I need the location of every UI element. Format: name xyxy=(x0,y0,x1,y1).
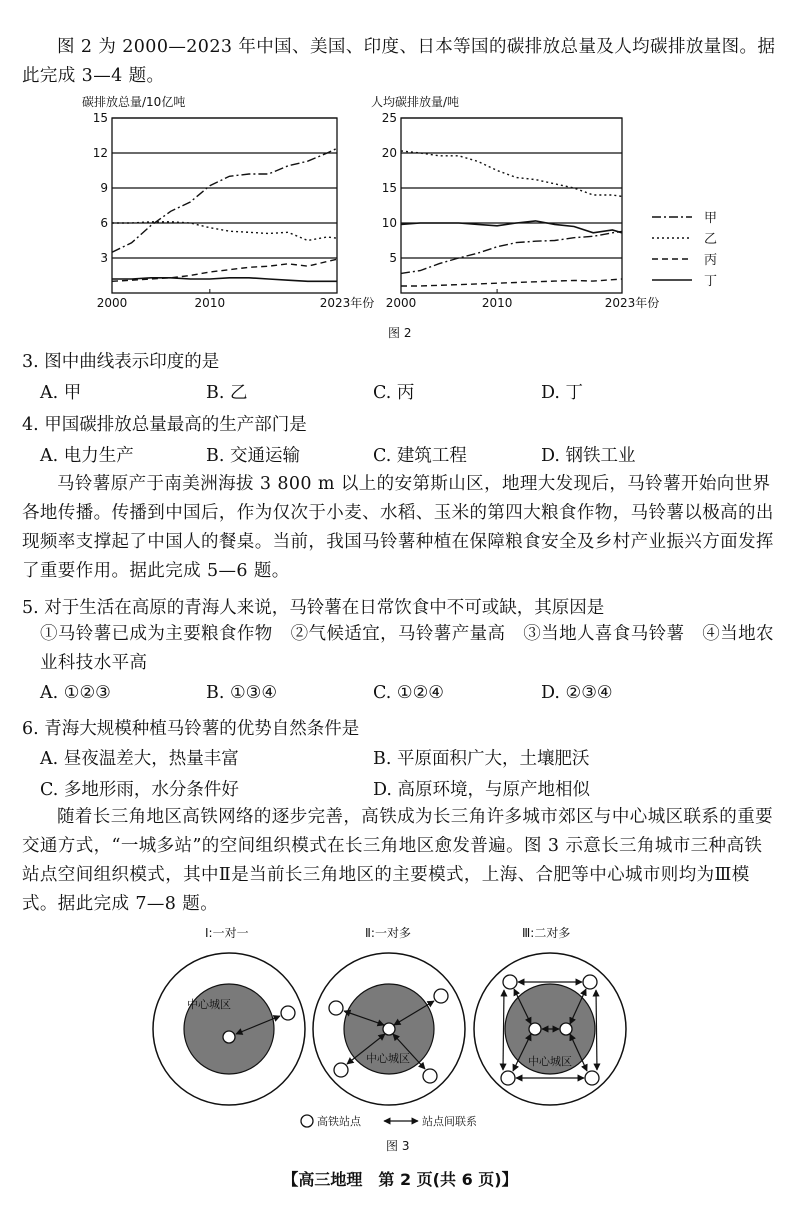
page-footer: 【高三地理 第 2 页(共 6 页)】 xyxy=(282,1170,518,1189)
potato-passage: 马铃薯原产于南美洲海拔 3 800 m 以上的安第斯山区，地理大发现后，马铃薯开始向世界各地传播。传播到中国后，作为仅次于小麦、水稻、玉米的第四大粮食作物，马铃薯以极高的出现频率支撑起了中国人的餐桌。当前，我国马铃薯种植在保障粮食安全及乡村产业振兴方面发挥了重要作用。据此完成 5—6 题。 xyxy=(22,474,774,581)
legend-station-icon xyxy=(301,1115,313,1127)
x-tick-label: 2010 xyxy=(481,296,513,310)
q5-option-d: D. ②③④ xyxy=(541,683,613,703)
station xyxy=(529,1023,541,1035)
center-label: 中心城区 xyxy=(187,998,231,1011)
panel-1-diagram xyxy=(153,953,305,1105)
center-label: 中心城区 xyxy=(528,1055,572,1068)
x-tick-label: 2023年份 xyxy=(604,296,660,310)
figure-3-caption: 图 3 xyxy=(386,1139,410,1153)
legend-label-丙: 丙 xyxy=(704,253,718,268)
q6-option-a: A. 昼夜温差大，热量丰富 xyxy=(40,749,239,769)
station xyxy=(383,1023,395,1035)
question-4-stem: 4. 甲国碳排放总量最高的生产部门是 xyxy=(22,415,307,435)
y-tick-label: 25 xyxy=(381,111,397,125)
q5-statements: ①马铃薯已成为主要粮食作物 ②气候适宜，马铃薯产量高 ③当地人喜食马铃薯 ④当地农业科技水平高 xyxy=(40,624,774,673)
station xyxy=(223,1031,235,1043)
figure-2 xyxy=(0,93,800,343)
x-tick-label: 2023年份 xyxy=(319,296,375,310)
q3-option-a: A. 甲 xyxy=(40,383,82,403)
y-tick-label: 15 xyxy=(381,181,397,195)
intro-paragraph: 图 2 为 2000—2023 年中国、美国、印度、日本等国的碳排放总量及人均碳排放量图。据此完成 3—4 题。 xyxy=(22,37,776,86)
series-line-甲 xyxy=(112,148,337,252)
y-tick-label: 9 xyxy=(100,181,108,195)
station xyxy=(423,1069,437,1083)
q5-option-b: B. ①③④ xyxy=(206,683,278,703)
series-line-乙 xyxy=(112,222,337,241)
legend-station-label: 高铁站点 xyxy=(317,1115,361,1128)
chart-total-emissions xyxy=(82,94,374,310)
plot-frame xyxy=(401,118,622,293)
panel-2-title: Ⅱ:一对多 xyxy=(365,926,411,940)
y-tick-label: 6 xyxy=(100,216,108,230)
figure-3-diagram xyxy=(0,938,800,1138)
q3-option-c: C. 丙 xyxy=(373,383,415,403)
q5-option-a: A. ①②③ xyxy=(40,683,111,703)
rail-passage: 随着长三角地区高铁网络的逐步完善，高铁成为长三角许多城市郊区与中心城区联系的重要交通方式，“一城多站”的空间组织模式在长三角地区愈发普遍。图 3 示意长三角城市三种高铁站点空间组织模式，其中Ⅱ是当前长三角地区的主要模式，上海、合肥等中心城市则均为Ⅲ模式。据此完成 7—8 题。 xyxy=(22,807,773,914)
station xyxy=(281,1006,295,1020)
y-axis-label: 碳排放总量/10亿吨 xyxy=(82,95,186,109)
y-tick-label: 15 xyxy=(92,111,108,125)
station xyxy=(585,1071,599,1085)
x-tick-label: 2000 xyxy=(385,296,417,310)
question-5-stem: 5. 对于生活在高原的青海人来说，马铃薯在日常饮食中不可或缺，其原因是 xyxy=(22,598,605,618)
y-tick-label: 10 xyxy=(381,216,397,230)
panel-3-diagram xyxy=(474,953,626,1105)
series-line-丙 xyxy=(401,279,622,286)
question-3-stem: 3. 图中曲线表示印度的是 xyxy=(22,352,220,372)
panel-1-title: Ⅰ:一对一 xyxy=(205,926,249,940)
station xyxy=(329,1001,343,1015)
x-tick-label: 2010 xyxy=(194,296,226,310)
figure-2-caption: 图 2 xyxy=(388,326,412,340)
legend-label-乙: 乙 xyxy=(704,232,718,247)
chart-legend xyxy=(652,211,717,289)
station xyxy=(503,975,517,989)
panel-3-title: Ⅲ:二对多 xyxy=(522,926,571,940)
q5-option-c: C. ①②④ xyxy=(373,683,444,703)
series-line-乙 xyxy=(401,151,622,197)
q4-option-b: B. 交通运输 xyxy=(206,446,300,466)
q3-option-b: B. 乙 xyxy=(206,383,248,403)
y-tick-label: 20 xyxy=(381,146,397,160)
plot-frame xyxy=(112,118,337,293)
y-tick-label: 3 xyxy=(100,251,108,265)
q6-option-d: D. 高原环境，与原产地相似 xyxy=(373,780,591,800)
figure-3-legend xyxy=(301,1114,477,1128)
q4-option-c: C. 建筑工程 xyxy=(373,446,467,466)
series-line-甲 xyxy=(401,231,622,273)
chart-per-capita-emissions xyxy=(371,94,659,310)
legend-label-丁: 丁 xyxy=(704,274,718,289)
station xyxy=(434,989,448,1003)
station xyxy=(560,1023,572,1035)
y-tick-label: 12 xyxy=(92,146,108,160)
y-axis-label: 人均碳排放量/吨 xyxy=(371,95,460,109)
station xyxy=(501,1071,515,1085)
station xyxy=(334,1063,348,1077)
q6-option-b: B. 平原面积广大，土壤肥沃 xyxy=(373,749,590,769)
legend-link-label: 站点间联系 xyxy=(422,1115,477,1128)
q4-option-a: A. 电力生产 xyxy=(40,446,134,466)
q4-option-d: D. 钢铁工业 xyxy=(541,446,636,466)
x-tick-label: 2000 xyxy=(96,296,128,310)
center-label: 中心城区 xyxy=(366,1052,410,1065)
station xyxy=(583,975,597,989)
panel-2-diagram xyxy=(313,953,465,1105)
q3-option-d: D. 丁 xyxy=(541,383,584,403)
question-6-stem: 6. 青海大规模种植马铃薯的优势自然条件是 xyxy=(22,719,360,739)
legend-label-甲: 甲 xyxy=(704,211,718,226)
y-tick-label: 5 xyxy=(389,251,397,265)
q6-option-c: C. 多地形雨，水分条件好 xyxy=(40,780,239,800)
